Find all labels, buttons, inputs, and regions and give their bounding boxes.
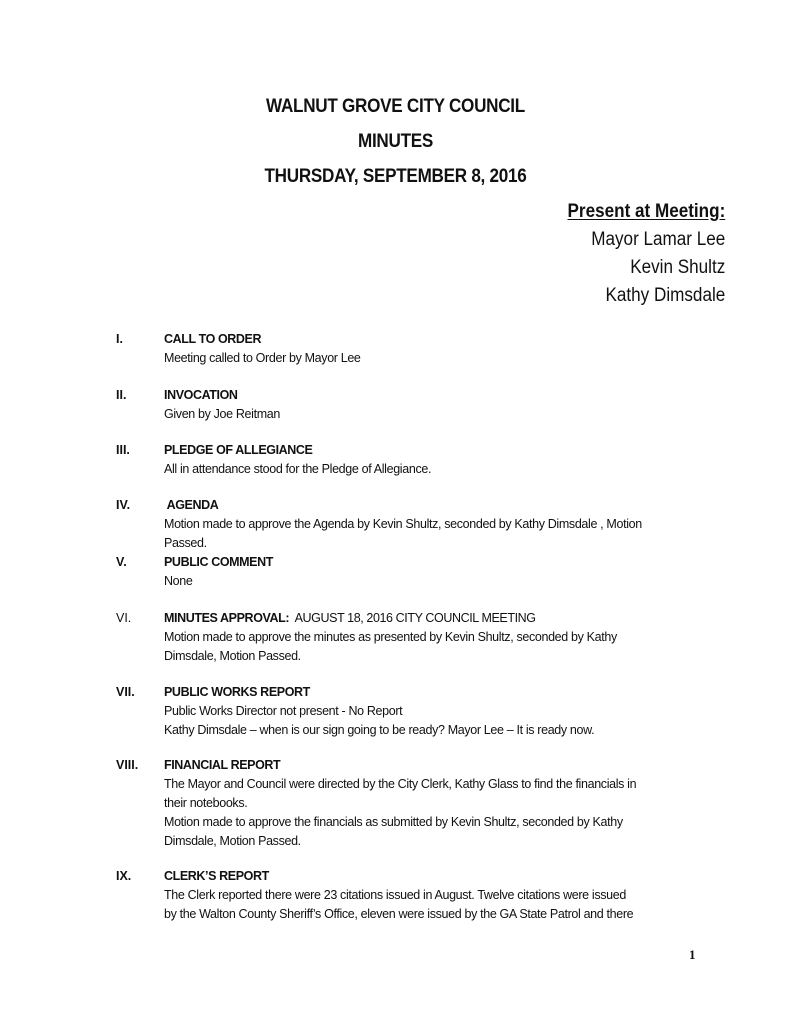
section-text-line: Meeting called to Order by Mayor Lee — [164, 351, 361, 365]
section-numeral: I. — [116, 332, 123, 346]
section-heading: PUBLIC COMMENT — [164, 555, 273, 569]
section-heading: CALL TO ORDER — [164, 332, 262, 346]
section-numeral: II. — [116, 388, 127, 402]
section-heading: INVOCATION — [164, 388, 238, 402]
section-heading: FINANCIAL REPORT — [164, 758, 281, 772]
section-numeral: III. — [116, 443, 130, 457]
document-org-title: WALNUT GROVE CITY COUNCIL — [266, 96, 525, 117]
section-numeral: IX. — [116, 869, 132, 883]
section-numeral: VI. — [116, 611, 132, 625]
section-text-line: Motion made to approve the Agenda by Kevin Shultz, seconded by Kathy Dimsdale , Motion — [164, 517, 642, 531]
section-heading-wrap — [164, 609, 734, 628]
section-numeral: IV. — [116, 498, 131, 512]
section-text-line: The Mayor and Council were directed by the City Clerk, Kathy Glass to find the financials in — [164, 777, 637, 791]
section-text-line: Motion made to approve the financials as submitted by Kevin Shultz, seconded by Kathy — [164, 815, 623, 829]
section-heading: PUBLIC WORKS REPORT — [164, 685, 310, 699]
section-text-line: Dimsdale, Motion Passed. — [164, 649, 301, 663]
present-member: Mayor Lamar Lee — [590, 229, 725, 250]
section-text-line: Dimsdale, Motion Passed. — [164, 834, 301, 848]
section-text-line: The Clerk reported there were 23 citations issued in August. Twelve citations were issued — [164, 888, 626, 902]
document-type-title: MINUTES — [357, 131, 434, 152]
section-heading: MINUTES APPROVAL: — [164, 611, 290, 625]
page-number: 1 — [689, 947, 696, 962]
section-heading: PLEDGE OF ALLEGIANCE — [164, 443, 313, 457]
section-heading: CLERK’S REPORT — [164, 869, 269, 883]
section-heading-detail: AUGUST 18, 2016 CITY COUNCIL MEETING — [289, 611, 536, 625]
present-at-meeting-block — [550, 198, 725, 310]
present-member: Kathy Dimsdale — [605, 285, 725, 306]
section-text-line: None — [164, 574, 193, 588]
section-numeral: V. — [116, 555, 127, 569]
section-text-line: their notebooks. — [164, 796, 248, 810]
section-heading: AGENDA — [164, 498, 219, 512]
section-text-line: Motion made to approve the minutes as presented by Kevin Shultz, seconded by Kathy — [164, 630, 617, 644]
section-numeral: VII. — [116, 685, 135, 699]
meeting-date-title: THURSDAY, SEPTEMBER 8, 2016 — [264, 166, 527, 187]
section-text-line: Public Works Director not present - No Report — [164, 704, 403, 718]
section-text-line: by the Walton County Sheriff’s Office, eleven were issued by the GA State Patrol and there — [164, 907, 634, 921]
section-text-line: Given by Joe Reitman — [164, 407, 280, 421]
present-member: Kevin Shultz — [629, 257, 725, 278]
present-heading: Present at Meeting: — [567, 201, 725, 222]
section-text-line: All in attendance stood for the Pledge of Allegiance. — [164, 462, 432, 476]
section-text-line: Kathy Dimsdale – when is our sign going to be ready? Mayor Lee – It is ready now. — [164, 723, 595, 737]
section-numeral: VIII. — [116, 758, 139, 772]
section-text-line: Passed. — [164, 536, 207, 550]
